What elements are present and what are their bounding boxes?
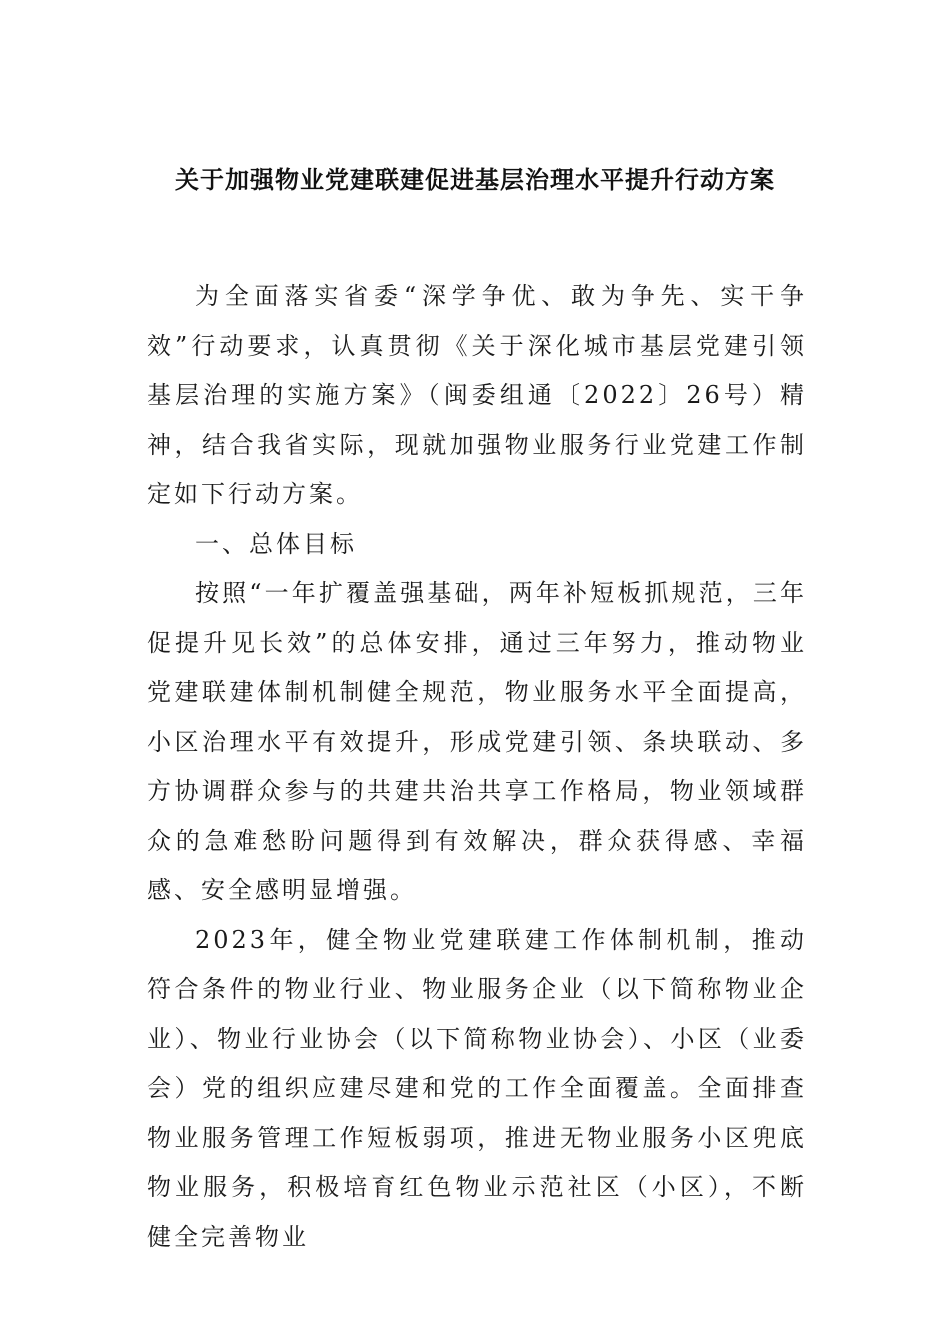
paragraph-intro: 为全面落实省委“深学争优、敢为争先、实干争效”行动要求，认真贯彻《关于深化城市基层党建引领基层治理的实施方案》（闽委组通〔2022〕26号）精神，结合我省实际，现就加强物业服务行业党建工作制定如下行动方案。 [147, 282, 807, 508]
paragraph-2023-goals: 2023年，健全物业党建联建工作体制机制，推动符合条件的物业行业、物业服务企业（以下简称物业企业）、物业行业协会（以下简称物业协会）、小区（业委会）党的组织应建尽建和党的工作全面覆盖。全面排查物业服务管理工作短板弱项，推进无物业服务小区兜底物业服务，积极培育红色物业示范社区（小区），不断健全完善物业 [147, 925, 807, 1251]
section-heading-overall-goals: 一、总体目标 [195, 529, 357, 558]
document-body [147, 272, 807, 1262]
document-title: 关于加强物业党建联建促进基层治理水平提升行动方案 [175, 166, 775, 194]
paragraph-overall-plan: 按照“一年扩覆盖强基础，两年补短板抓规范，三年促提升见长效”的总体安排，通过三年努力，推动物业党建联建体制机制健全规范，物业服务水平全面提高，小区治理水平有效提升，形成党建引领、条块联动、多方协调群众参与的共建共治共享工作格局，物业领域群众的急难愁盼问题得到有效解决，群众获得感、幸福感、安全感明显增强。 [147, 579, 807, 904]
